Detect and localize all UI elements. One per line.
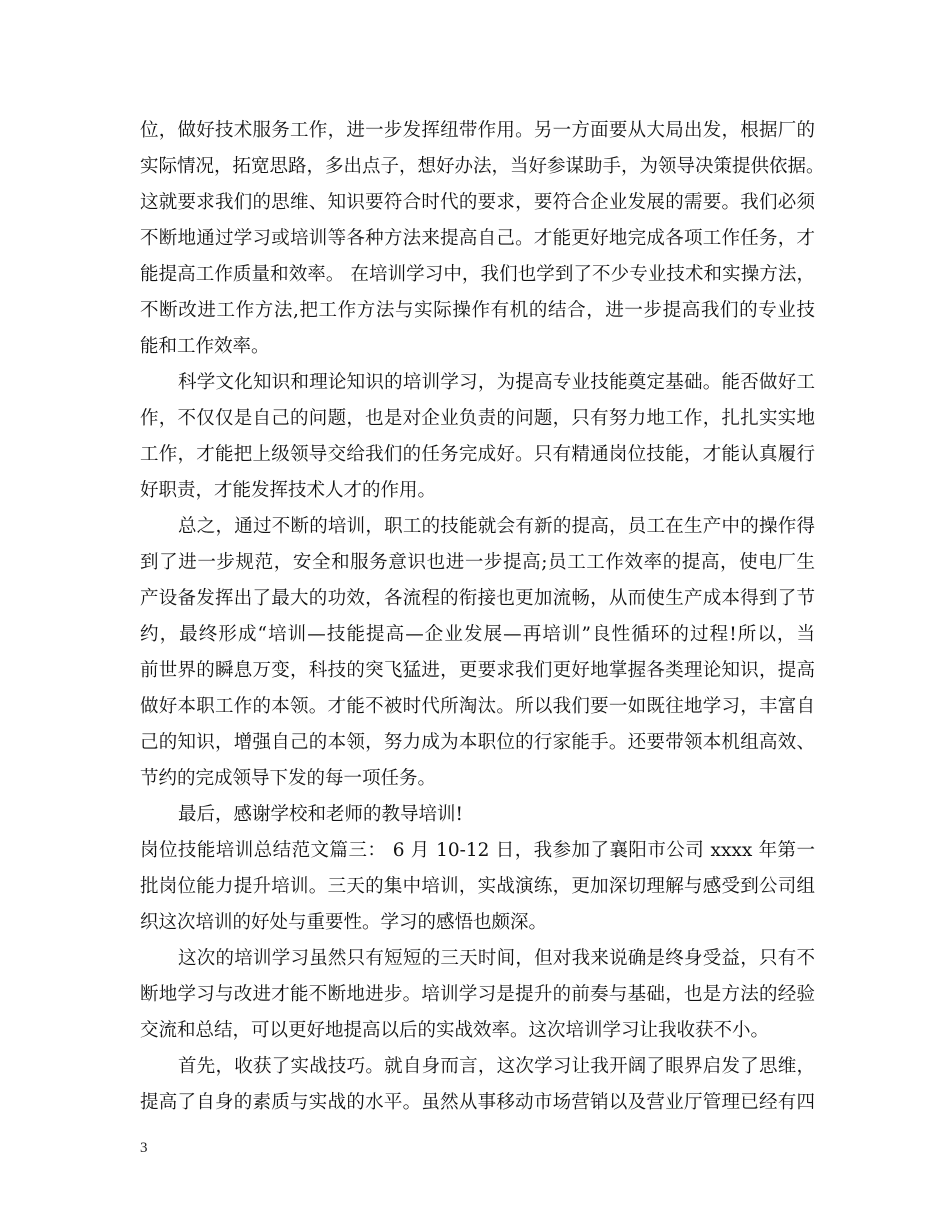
text-line: 这次的培训学习虽然只有短短的三天时间，但对我来说确是终身受益，只有不 [178, 948, 815, 969]
section-heading-line: 岗位技能培训总结范文篇三： 6 月 10-12 日，我参加了襄阳市公司 xxxx 年第一 [140, 840, 815, 861]
text-line: 到了进一步规范，安全和服务意识也进一步提高;员工工作效率的提高，使电厂生 [140, 552, 815, 573]
text-line: 织这次培训的好处与重要性。学习的感悟也颇深。 [140, 912, 548, 933]
text-line: 断地学习与改进才能不断地进步。培训学习是提升的前奏与基础，也是方法的经验 [140, 984, 815, 1005]
text-line: 总之，通过不断的培训，职工的技能就会有新的提高，员工在生产中的操作得 [178, 516, 815, 537]
text-line: 位，做好技术服务工作，进一步发挥纽带作用。另一方面要从大局出发，根据厂的 [140, 120, 815, 141]
text-line: 产设备发挥出了最大的功效，各流程的衔接也更加流畅，从而使生产成本得到了节 [140, 588, 815, 609]
text-line: 这就要求我们的思维、知识要符合时代的要求，要符合企业发展的需要。我们必须 [140, 192, 815, 213]
text-line: 好职责，才能发挥技术人才的作用。 [140, 480, 437, 501]
text-line: 作，不仅仅是自己的问题，也是对企业负责的问题，只有努力地工作，扎扎实实地 [140, 408, 815, 429]
text-line: 最后，感谢学校和老师的教导培训! [178, 804, 463, 825]
page-number: 3 [140, 1140, 148, 1156]
text-line: 不断地通过学习或培训等各种方法来提高自己。才能更好地完成各项工作任务，才 [140, 228, 815, 249]
text-line: 己的知识，增强自己的本领，努力成为本职位的行家能手。还要带领本机组高效、 [140, 732, 815, 753]
text-line: 提高了自身的素质与实战的水平。虽然从事移动市场营销以及营业厅管理已经有四 [140, 1092, 815, 1113]
text-line: 实际情况，拓宽思路，多出点子，想好办法，当好参谋助手，为领导决策提供依据。 [140, 156, 825, 177]
text-line: 约，最终形成“培训—技能提高—企业发展—再培训”良性循环的过程!所以，当 [140, 624, 815, 645]
text-line: 科学文化知识和理论知识的培训学习，为提高专业技能奠定基础。能否做好工 [178, 372, 815, 393]
text-line: 能提高工作质量和效率。 在培训学习中，我们也学到了不少专业技术和实操方法， [140, 264, 815, 285]
text-line: 能和工作效率。 [140, 336, 270, 357]
text-line: 批岗位能力提升培训。三天的集中培训，实战演练，更加深切理解与感受到公司组 [140, 876, 815, 897]
text-line: 做好本职工作的本领。才能不被时代所淘汰。所以我们要一如既往地学习，丰富自 [140, 696, 815, 717]
text-line: 前世界的瞬息万变，科技的突飞猛进，更要求我们更好地掌握各类理论知识，提高 [140, 660, 815, 681]
text-line: 首先，收获了实战技巧。就自身而言，这次学习让我开阔了眼界启发了思维， [178, 1056, 815, 1077]
text-line: 节约的完成领导下发的每一项任务。 [140, 768, 437, 789]
text-line: 不断改进工作方法,把工作方法与实际操作有机的结合，进一步提高我们的专业技 [140, 300, 815, 321]
text-line: 工作，才能把上级领导交给我们的任务完成好。只有精通岗位技能，才能认真履行 [140, 444, 815, 465]
text-line: 交流和总结，可以更好地提高以后的实战效率。这次培训学习让我收获不小。 [140, 1020, 770, 1041]
